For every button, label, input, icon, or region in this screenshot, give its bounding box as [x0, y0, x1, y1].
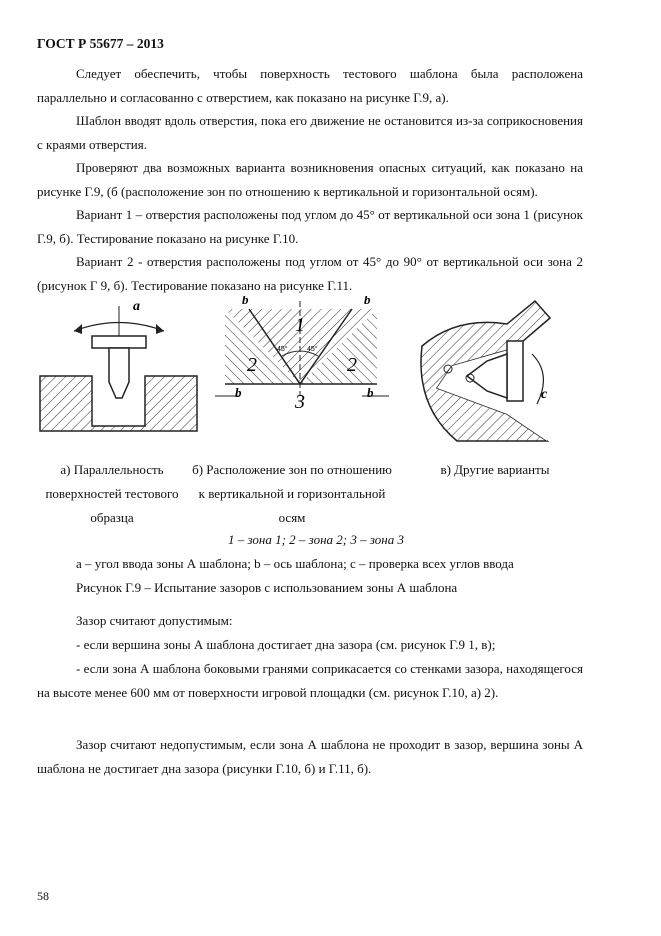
paragraph-4: Вариант 1 – отверстия расположены под углом до 45° от вертикальной оси зона 1 (рисунок Г.9, б). Тестирование показано на рисунке Г.10. — [37, 207, 583, 246]
figure-a-drawing — [40, 299, 197, 431]
label-angle-right: 45° — [307, 346, 318, 353]
figure-g9 — [37, 296, 587, 446]
caption-a: а) Параллельность поверхностей тестового образца — [45, 462, 179, 525]
paragraph-2: Шаблон вводят вдоль отверстия, пока его движение не остановится из-за соприкосновения с краями отверстия. — [37, 113, 583, 152]
figure-drawings — [37, 296, 587, 446]
label-c: c — [541, 387, 548, 402]
label-b-top-left: b — [242, 296, 249, 307]
paragraph-7: - если вершина зоны А шаблона достигает дна зазора (см. рисунок Г.9 1, в); — [76, 637, 496, 652]
label-zone-1: 1 — [295, 314, 305, 336]
page-number: 58 — [37, 889, 49, 903]
caption-b: б) Расположение зон по отношению к вертикальной и горизонтальной осям — [192, 462, 392, 525]
paragraph-9: Зазор считают недопустимым, если зона А шаблона не проходит в зазор, вершина зоны А шаблона не достигает дна зазора (рисунки Г.10, б) и Г.11, б). — [37, 737, 583, 776]
caption-c: в) Другие варианты — [440, 462, 550, 477]
label-b-bottom-left: b — [235, 385, 242, 400]
label-zone-2-right: 2 — [347, 354, 357, 376]
label-a: a — [133, 299, 140, 314]
paragraph-3: Проверяют два возможных варианта возникновения опасных ситуаций, как показано на рисунке Г.9, (б (расположение зон по отношению к вертикальной и горизонтальной осям). — [37, 160, 583, 199]
paragraph-6: Зазор считают допустимым: — [76, 613, 233, 628]
label-zone-2-left: 2 — [247, 354, 257, 376]
label-angle-left: 45° — [277, 346, 288, 353]
paragraph-1: Следует обеспечить, чтобы поверхность тестового шаблона была расположена параллельно и согласованно с отверстием, как показано на рисунке Г.9, а). — [37, 66, 583, 105]
figure-legend: a – угол ввода зоны А шаблона; b – ось шаблона; c – проверка всех углов ввода — [76, 556, 514, 571]
label-b-top-right: b — [364, 296, 371, 307]
figure-c-drawing — [421, 301, 550, 441]
figure-title: Рисунок Г.9 – Испытание зазоров с использованием зоны А шаблона — [76, 580, 458, 595]
zones-line: 1 – зона 1; 2 – зона 2; 3 – зона 3 — [228, 532, 404, 547]
paragraph-8: - если зона А шаблона боковыми гранями соприкасается со стенками зазора, находящегося на высоте менее 600 мм от поверхности игровой площадки (см. рисунок Г.10, а) 2). — [37, 661, 583, 700]
document-header: ГОСТ Р 55677 – 2013 — [37, 36, 164, 51]
paragraph-5: Вариант 2 - отверстия расположены под углом от 45° до 90° от вертикальной оси зона 2 (рисунок Г 9, б). Тестирование показано на рисунке Г.11. — [37, 254, 583, 293]
label-zone-3: 3 — [295, 391, 305, 413]
figure-b-drawing — [215, 296, 389, 413]
label-b-bottom-right: b — [367, 385, 374, 400]
